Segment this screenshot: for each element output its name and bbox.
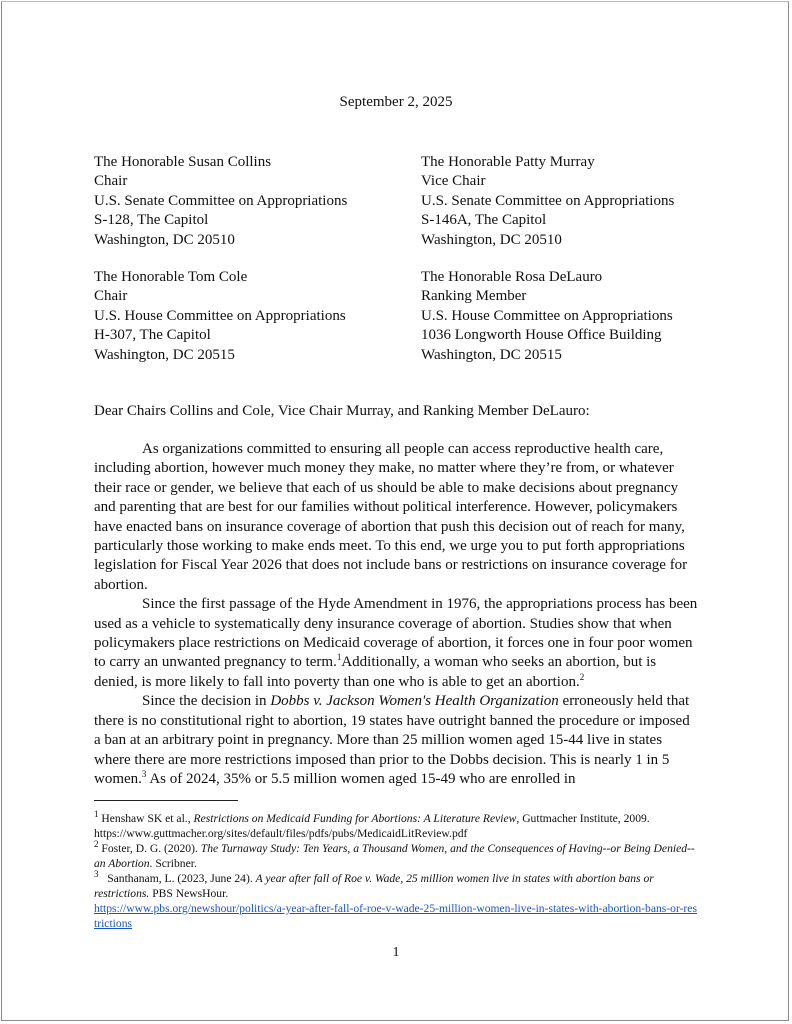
footnote-2 [94, 841, 699, 871]
addressee-line: The Honorable Rosa DeLauro [421, 269, 603, 285]
footnote-link[interactable]: https://www.pbs.org/newshour/politics/a-year-after-fall-of-roe-v-wade-25-million-women-live-in-states-with-abortion-bans-or-restrictions [94, 902, 697, 930]
addressee-collins [94, 153, 347, 250]
footnote-text: PBS NewsHour. [149, 887, 229, 900]
footnote-title: A year after fall of Roe v. Wade, 25 million women live in states with abortion bans or restrictions. [94, 872, 654, 900]
letter-date: September 2, 2025 [339, 94, 453, 110]
footnote-text: Foster, D. G. (2020). [98, 842, 201, 855]
addressee-line: 1036 Longworth House Office Building [421, 327, 662, 344]
addressee-line: Chair [94, 288, 128, 305]
footnote-divider [94, 800, 238, 801]
paragraph-text: As of 2024, 35% or 5.5 million women aged 15-49 who are enrolled in [146, 770, 576, 787]
addressee-line: Vice Chair [421, 173, 486, 190]
footnote-title: The Turnaway Study: Ten Years, a Thousand Women, and the Consequences of Having--or Being Denied--an Abortion [94, 842, 695, 870]
footnote-number: 3 [94, 869, 99, 880]
addressee-line: Ranking Member [421, 288, 527, 305]
letter-body [94, 440, 699, 789]
addressee-delauro [421, 268, 673, 365]
paragraph-text: Since the first passage of the Hyde Amendment in 1976, the appropriations process has been used as a vehicle to systematically deny insurance coverage of abortion. Studies show that when policymakers place restrictions on Medicaid coverage of abortion, it forces one in four poor women to carry an unwanted pregnancy to term. [94, 596, 698, 671]
footnote-text: . Scribner. [149, 857, 197, 870]
footnote-text: , Guttmacher Institute, 2009. https://www.guttmacher.org/sites/default/files/pdfs/pubs/MedicaidLitReview.pdf [94, 812, 650, 840]
addressee-line: The Honorable Tom Cole [94, 269, 248, 285]
footnote-title: Restrictions on Medicaid Funding for Abortions: A Literature Review [193, 812, 517, 825]
paragraph-2 [94, 595, 699, 692]
footnote-3 [94, 871, 699, 931]
footnote-ref: 1 [336, 652, 342, 663]
footnote-text: Henshaw SK et al., [98, 812, 194, 825]
addressee-line: Washington, DC 20510 [94, 231, 235, 248]
footnote-ref: 3 [141, 768, 147, 779]
paragraph-text: Since the decision in [142, 693, 271, 710]
addressee-line: Chair [94, 173, 128, 190]
paragraph-3 [94, 692, 699, 789]
page-number: 1 [392, 945, 400, 960]
footnotes [94, 811, 699, 931]
case-name: Dobbs v. Jackson Women's Health Organization [270, 693, 559, 710]
addressee-line: U.S. Senate Committee on Appropriations [421, 192, 675, 209]
paragraph-text: Additionally, a woman who seeks an abortion, but is denied, is more likely to fall into poverty than one who is able to get an abortion. [94, 654, 657, 690]
addressee-line: Washington, DC 20515 [421, 346, 562, 363]
addressee-line: Washington, DC 20510 [421, 231, 562, 248]
footnote-1 [94, 811, 699, 841]
addressee-murray [421, 153, 674, 250]
paragraph-1: As organizations committed to ensuring all people can access reproductive health care, including abortion, however much money they make, no matter where they’re from, or whatever their race or gender, we believe that each of us should be able to make decisions about pregnancy and parenting that are best for our families without political interference. However, policymakers have enacted bans on insurance coverage of abortion that push this decision out of reach for many, particularly those working to make ends meet. To this end, we urge you to put forth appropriations legislation for Fiscal Year 2026 that does not include bans or restrictions on insurance coverage for abortion. [94, 441, 688, 593]
addressee-line: U.S. House Committee on Appropriations [421, 307, 673, 324]
footnote-number: 2 [94, 839, 99, 850]
addressee-cole [94, 268, 346, 365]
addressee-line: Washington, DC 20515 [94, 346, 235, 363]
addressee-line: S-128, The Capitol [94, 212, 209, 229]
salutation: Dear Chairs Collins and Cole, Vice Chair Murray, and Ranking Member DeLauro: [94, 403, 590, 419]
addressee-line: S-146A, The Capitol [421, 212, 547, 229]
footnote-number: 1 [94, 809, 99, 820]
addressee-line: The Honorable Susan Collins [94, 154, 272, 170]
addressee-line: The Honorable Patty Murray [421, 154, 595, 170]
footnote-ref: 2 [579, 671, 585, 682]
footnote-text: Santhanam, L. (2023, June 24). [98, 872, 256, 885]
addressee-line: U.S. House Committee on Appropriations [94, 307, 346, 324]
paragraph-text: erroneously held that there is no constitutional right to abortion, 19 states have outright banned the procedure or imposed a ban at an arbitrary point in pregnancy. More than 25 million women aged 15-44 live in states where there are more restrictions imposed than prior to the Dobbs decision. This is nearly 1 in 5 women. [94, 693, 690, 787]
addressee-line: U.S. Senate Committee on Appropriations [94, 192, 348, 209]
addressee-line: H-307, The Capitol [94, 327, 211, 344]
